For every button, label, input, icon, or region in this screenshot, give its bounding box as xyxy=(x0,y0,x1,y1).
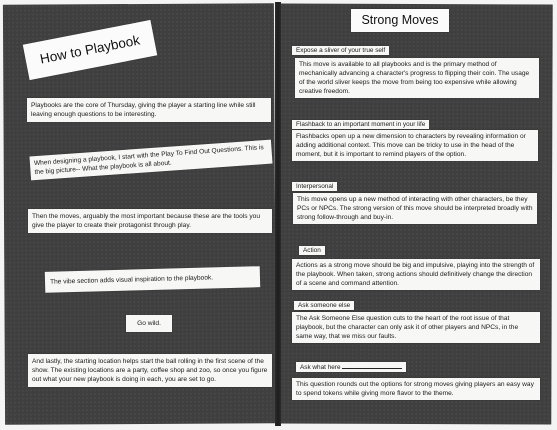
move-label-expose: Expose a sliver of your true self xyxy=(292,46,389,55)
paragraph-go-wild xyxy=(126,315,172,332)
paragraph-starting-location xyxy=(28,354,272,387)
paragraph-vibe-text: The vibe section adds visual inspiration to the playbook. xyxy=(49,274,214,286)
move-label-interpersonal: Interpersonal xyxy=(292,182,337,191)
move-text-expose xyxy=(295,58,539,98)
paragraph-core xyxy=(27,98,271,122)
book-gutter xyxy=(275,2,281,426)
fill-in-blank xyxy=(342,362,402,369)
move-text-flashback xyxy=(292,130,538,161)
move-text-ask-what-here-body: This question rounds out the options for strong moves giving players an easy way to spend tokens while giving more flavor to the theme. xyxy=(296,381,534,397)
paragraph-go-wild-text: Go wild. xyxy=(137,320,161,327)
move-text-action-body: Actions as a strong move should be big and impulsive, playing into the strength of the playbook. When taken, strong actions should definitively change the direction of a scene and command attention. xyxy=(296,262,535,287)
move-label-ask-what-here-text: Ask what here xyxy=(300,364,341,371)
move-text-interpersonal xyxy=(293,193,537,224)
paragraph-core-text: Playbooks are the core of Thursday, giving the player a starting line while still leaving enough questions to be interesting. xyxy=(31,102,256,118)
move-label-action: Action xyxy=(299,246,325,255)
move-text-ask-someone-else xyxy=(292,312,540,343)
paragraph-starting-location-text: And lastly, the starting location helps start the ball rolling in the first scene of the show. The existing locations are a party, coffee shop and zoo, so once you figure out what your new playbook is doing in each, you are set to go. xyxy=(32,358,268,383)
move-label-ask-what-here xyxy=(296,362,406,372)
paragraph-designing-text: When designing a playbook, I start with the Play To Find Out Questions. This is the big picture-- What the playbook is all about. xyxy=(33,144,264,177)
left-page-title: How to Playbook xyxy=(23,20,157,80)
move-text-flashback-body: Flashbacks open up a new dimension to characters by revealing information or adding additional context. This move can be tricky to use in the head of the moment, but it is important to remind players of the option. xyxy=(296,133,526,158)
move-label-flashback: Flashback to an important moment in your life xyxy=(292,120,429,129)
move-text-action xyxy=(292,259,540,290)
right-page-title: Strong Moves xyxy=(351,9,449,32)
paragraph-moves-text: Then the moves, arguably the most important because these are the tools you give the player to create their protagonist through play. xyxy=(32,213,260,229)
move-text-expose-body: This move is available to all playbooks and is the primary method of mechanically advancing a character's progress to flipping their coin. The usage of the world sliver keeps the move from being too expensive while allowing creative freedom. xyxy=(299,61,530,95)
move-text-interpersonal-body: This move opens up a new method of interacting with other characters, be they PCs or NPCs. The strong version of this move should be interpreted broadly with strong follow-through and buy-in. xyxy=(297,196,533,221)
paragraph-moves xyxy=(28,209,272,233)
move-label-ask-someone-else: Ask someone else xyxy=(294,301,354,310)
move-text-ask-someone-else-body: The Ask Someone Else question cuts to the heart of the root issue of that playbook, but the character can only ask it of other players and NPCs, in the same way, that we miss our faults. xyxy=(296,315,519,340)
move-text-ask-what-here xyxy=(292,378,540,400)
